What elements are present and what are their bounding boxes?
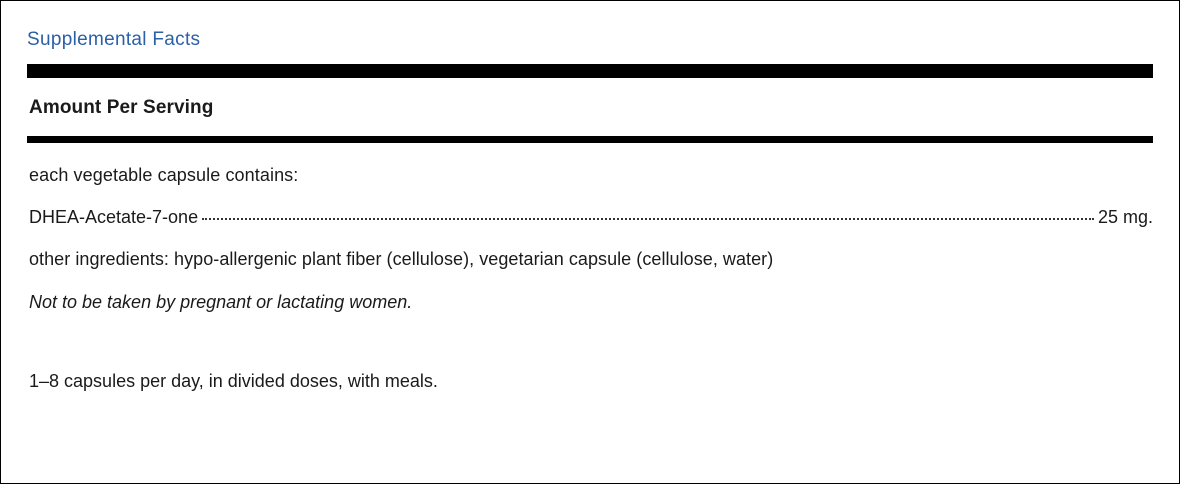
divider-thick-top <box>27 64 1153 78</box>
dot-leader <box>202 217 1094 220</box>
ingredient-name: DHEA-Acetate-7-one <box>29 207 199 227</box>
ingredient-amount: 25 mg. <box>1097 207 1153 227</box>
other-ingredients-text: other ingredients: hypo-allergenic plant fiber (cellulose), vegetarian capsule (cellulose, water) <box>29 249 774 269</box>
serving-contains-line: each vegetable capsule contains: <box>29 165 299 185</box>
divider-medium <box>27 136 1153 143</box>
warning-text: Not to be taken by pregnant or lactating women. <box>29 292 413 312</box>
page-title: Supplemental Facts <box>27 29 201 50</box>
directions-text: 1–8 capsules per day, in divided doses, with meals. <box>29 371 438 391</box>
table-row <box>27 186 1153 228</box>
amount-per-serving-label: Amount Per Serving <box>29 97 214 118</box>
